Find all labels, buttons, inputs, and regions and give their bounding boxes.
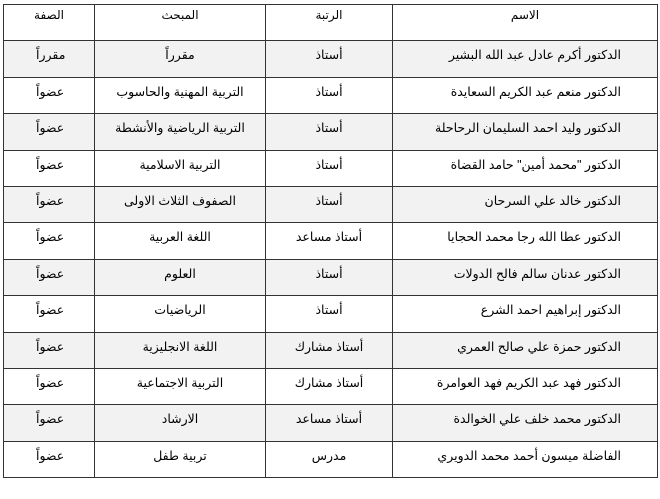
cell-rank: أستاذ xyxy=(266,296,393,332)
cell-role: عضواً xyxy=(4,223,95,259)
committee-table xyxy=(3,4,658,478)
cell-role: عضواً xyxy=(4,259,95,295)
table-row xyxy=(4,114,658,150)
table-row xyxy=(4,259,658,295)
cell-name: الدكتور محمد خلف علي الخوالدة xyxy=(393,405,658,441)
cell-rank: مدرس xyxy=(266,441,393,477)
table-row xyxy=(4,186,658,222)
cell-rank: أستاذ xyxy=(266,114,393,150)
cell-name: الدكتور عدنان سالم فالح الدولات xyxy=(393,259,658,295)
table-row xyxy=(4,368,658,404)
cell-role: عضواً xyxy=(4,441,95,477)
cell-rank: أستاذ xyxy=(266,77,393,113)
cell-name: الدكتور فهد عبد الكريم فهد العوامرة xyxy=(393,368,658,404)
cell-name: الدكتور خالد علي السرحان xyxy=(393,186,658,222)
table-row xyxy=(4,296,658,332)
cell-rank: أستاذ xyxy=(266,259,393,295)
cell-role: عضواً xyxy=(4,77,95,113)
cell-subject: الارشاد xyxy=(95,405,266,441)
cell-role: عضواً xyxy=(4,332,95,368)
cell-subject: اللغة الانجليزية xyxy=(95,332,266,368)
cell-rank: أستاذ xyxy=(266,186,393,222)
table-row xyxy=(4,150,658,186)
cell-name: الدكتور أكرم عادل عبد الله البشير xyxy=(393,41,658,77)
cell-rank: أستاذ مساعد xyxy=(266,405,393,441)
cell-role: عضواً xyxy=(4,150,95,186)
cell-subject: الرياضيات xyxy=(95,296,266,332)
cell-name: الدكتور حمزة علي صالح العمري xyxy=(393,332,658,368)
cell-rank: أستاذ مشارك xyxy=(266,332,393,368)
cell-role: عضواً xyxy=(4,405,95,441)
cell-subject: الصفوف الثلاث الاولى xyxy=(95,186,266,222)
table-row xyxy=(4,77,658,113)
cell-role: عضواً xyxy=(4,114,95,150)
cell-role: مقرراً xyxy=(4,41,95,77)
cell-subject: تربية طفل xyxy=(95,441,266,477)
cell-rank: أستاذ مساعد xyxy=(266,223,393,259)
header-subject: المبحث xyxy=(95,5,266,41)
table-row xyxy=(4,332,658,368)
table-row xyxy=(4,405,658,441)
cell-name: الدكتور وليد احمد السليمان الرحاحلة xyxy=(393,114,658,150)
cell-subject: التربية الرياضية والأنشطة xyxy=(95,114,266,150)
cell-subject: التربية الاجتماعية xyxy=(95,368,266,404)
cell-role: عضواً xyxy=(4,368,95,404)
table-header-row xyxy=(4,5,658,41)
header-role: الصفة xyxy=(4,5,95,41)
cell-name: الدكتور "محمد أمين" حامد القضاة xyxy=(393,150,658,186)
cell-subject: التربية الاسلامية xyxy=(95,150,266,186)
table-row xyxy=(4,441,658,477)
cell-rank: أستاذ xyxy=(266,150,393,186)
header-rank: الرتبة xyxy=(266,5,393,41)
cell-name: الدكتور عطا الله رجا محمد الحجايا xyxy=(393,223,658,259)
cell-subject: التربية المهنية والحاسوب xyxy=(95,77,266,113)
committee-table-wrapper xyxy=(3,4,657,478)
cell-role: عضواً xyxy=(4,296,95,332)
cell-subject: العلوم xyxy=(95,259,266,295)
cell-name: الدكتور منعم عبد الكريم السعايدة xyxy=(393,77,658,113)
cell-role: عضواً xyxy=(4,186,95,222)
header-name: الاسم xyxy=(393,5,658,41)
table-row xyxy=(4,223,658,259)
table-row xyxy=(4,41,658,77)
cell-rank: أستاذ xyxy=(266,41,393,77)
cell-rank: أستاذ مشارك xyxy=(266,368,393,404)
cell-name: الدكتور إبراهيم احمد الشرع xyxy=(393,296,658,332)
cell-subject: مقرراً xyxy=(95,41,266,77)
cell-name: الفاضلة ميسون أحمد محمد الدويري xyxy=(393,441,658,477)
table-body xyxy=(4,41,658,478)
cell-subject: اللغة العربية xyxy=(95,223,266,259)
